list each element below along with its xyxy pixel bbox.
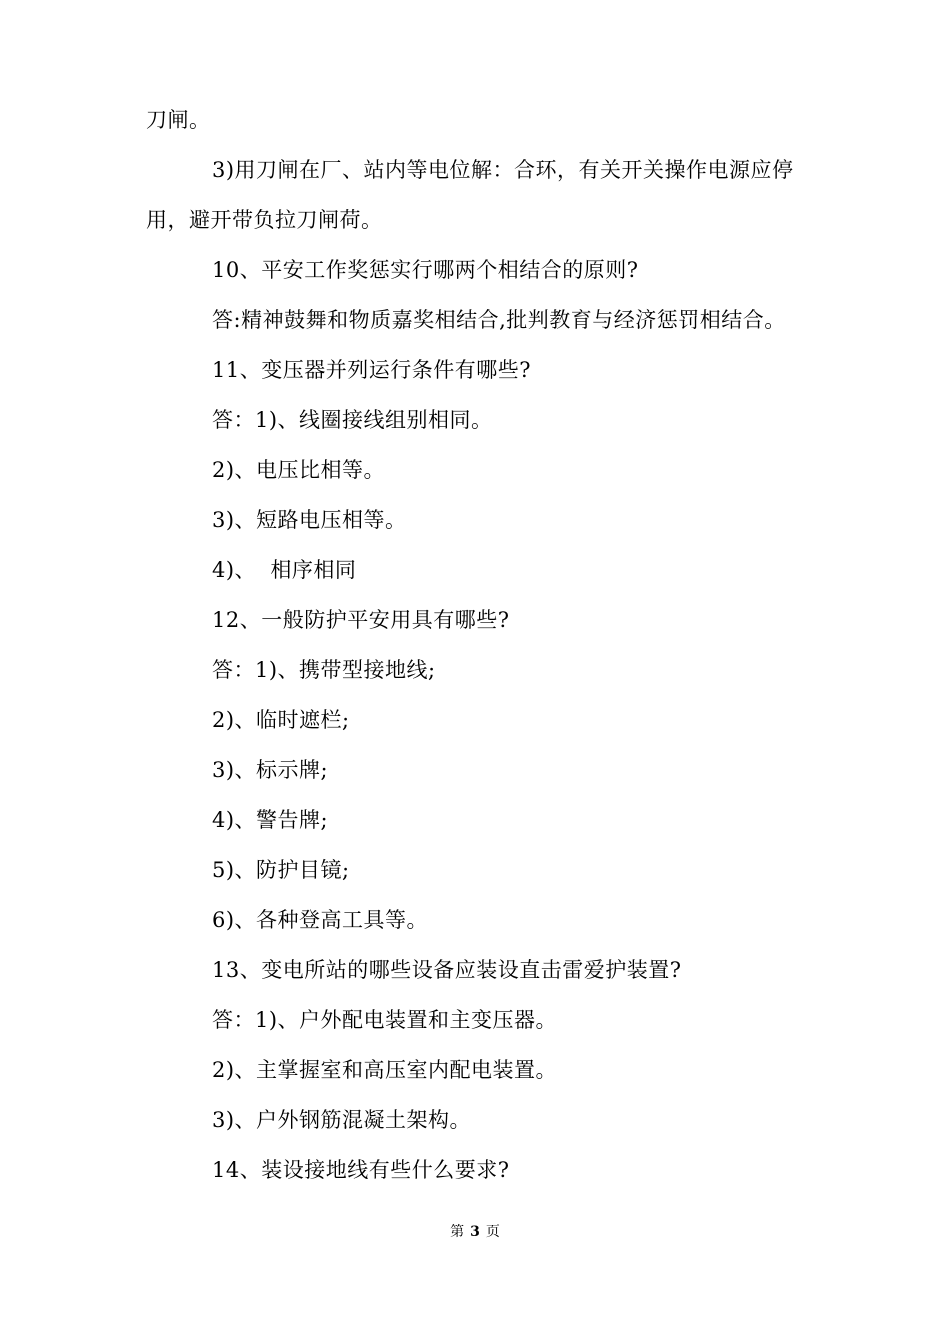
- answer-line: 4)、 相序相同: [212, 558, 357, 582]
- question-line: 14、装设接地线有些什么要求?: [212, 1158, 510, 1182]
- text-line: 3)用刀闸在厂、站内等电位解：合环，有关开关操作电源应停: [212, 158, 794, 182]
- text-line: 刀闸。: [146, 108, 211, 132]
- question-line: 13、变电所站的哪些设备应装设直击雷爱护装置?: [212, 958, 682, 982]
- answer-line: 答：1)、线圈接线组别相同。: [212, 408, 493, 432]
- answer-line: 6)、各种登高工具等。: [212, 908, 429, 932]
- question-line: 12、一般防护平安用具有哪些?: [212, 608, 510, 632]
- answer-line: 4)、警告牌;: [212, 808, 329, 832]
- answer-line: 答:精神鼓舞和物质嘉奖相结合,批判教育与经济惩罚相结合。: [212, 308, 786, 332]
- text-line: 用，避开带负拉刀闸荷。: [146, 208, 383, 232]
- page-number: 3: [470, 1224, 480, 1240]
- answer-line: 3)、标示牌;: [212, 758, 329, 782]
- page-footer: [0, 1222, 950, 1242]
- answer-line: 2)、主掌握室和高压室内配电装置。: [212, 1058, 558, 1082]
- answer-line: 3)、短路电压相等。: [212, 508, 407, 532]
- answer-line: 答：1)、户外配电装置和主变压器。: [212, 1008, 558, 1032]
- footer-prefix: 第: [450, 1224, 465, 1240]
- answer-line: 2)、临时遮栏;: [212, 708, 350, 732]
- answer-line: 5)、防护目镜;: [212, 858, 350, 882]
- answer-line: 答：1)、携带型接地线;: [212, 658, 436, 682]
- answer-line: 2)、电压比相等。: [212, 458, 386, 482]
- footer-suffix: 页: [485, 1224, 500, 1240]
- question-line: 11、变压器并列运行条件有哪些?: [212, 358, 531, 382]
- question-line: 10、平安工作奖惩实行哪两个相结合的原则?: [212, 258, 639, 282]
- answer-line: 3)、户外钢筋混凝土架构。: [212, 1108, 472, 1132]
